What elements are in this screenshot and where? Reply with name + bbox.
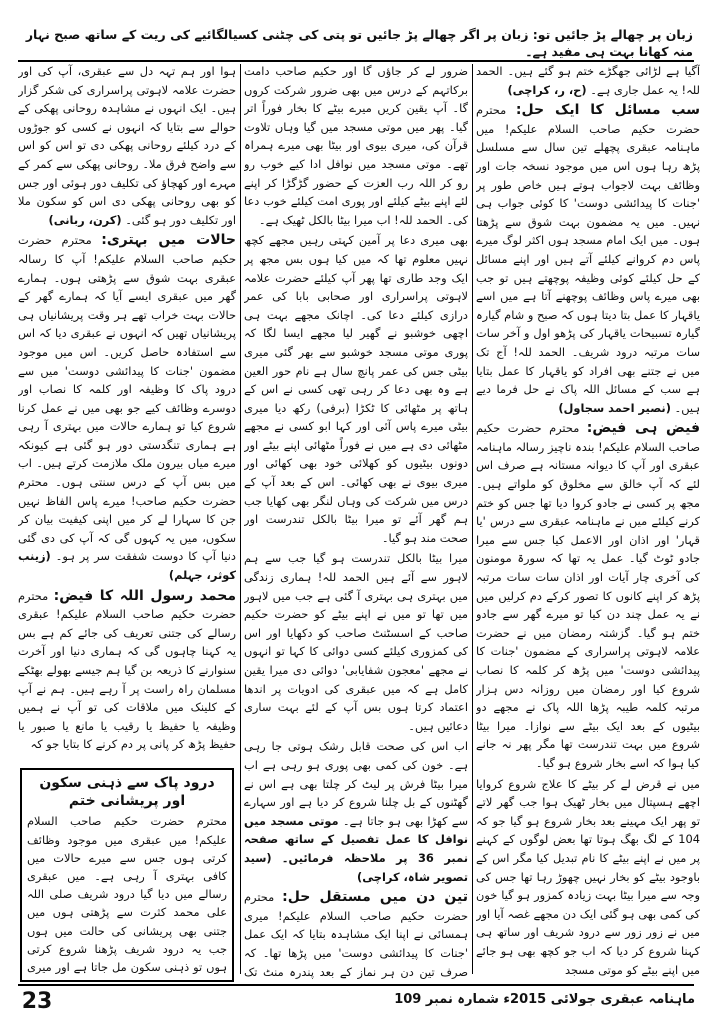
reference-note: موتی مسجد میں نوافل کا عمل تفصیل کے ساتھ صفحہ نمبر 36 پر ملاحظہ فرمائیں۔ [244, 813, 468, 865]
article-heading: فیض ہی فیض: [586, 420, 700, 437]
paragraph: میرا بیٹا بالکل تندرست ہو گیا جب سے ہم لاہور سے آئے ہیں الحمد للہ! ہماری زندگی میں بہتری ہی بہتری آ گئی ہے جب میں لاہور میں تھا تو میں نے اپنے بیٹے کو حضرت حکیم صاحب کے اسسٹنٹ صاحب کو دکھایا اور اس کی کمزوری کیلئے کسی دوائی کا کہا تو انہوں نے مجھے 'معجون شفایابی' دوائی دی میرا یقین کامل ہے کہ میں عبقری کی ادویات پر اندھا اعتماد کرتا ہوں بس آپ کے لئے بہت ساری دعائیں ہیں۔ [244, 551, 468, 733]
boxed-article [20, 768, 234, 982]
article-heading: محمد رسول اللہ کا فیض: [53, 587, 236, 604]
box-title: درود پاک سے ذہنی سکون اور پریشانی ختم [39, 775, 215, 810]
paragraph: آگیا ہے لڑائی جھگڑے ختم ہو گئے ہیں۔ الحمد للہ! یہ عمل جاری ہے۔ (ح، ر، کراچی) [476, 64, 700, 97]
article-heading: تین دن میں مستقل حل: [282, 889, 468, 906]
top-banner [18, 26, 693, 60]
paragraph: اب اس کی صحت قابل رشک ہوتی جا رہی ہے۔ خون کی کمی بھی پوری ہو رہی ہے اب میرا بیٹا فرش پر لیٹ کر چلتا بھی ہے اس نے گھٹنوں کے بل چلنا شروع کر دیا ہے اور سہارے سے کھڑا بھی ہو جاتا ہے۔ موتی مسجد میں نوافل کا عمل تفصیل کے ساتھ صفحہ نمبر 36 پر ملاحظہ فرمائیں۔ (سید تصویر شاہ، کراچی) [244, 739, 468, 884]
article-rasool-faiz: محمد رسول اللہ کا فیض: محترم حضرت حکیم صاحب السلام علیکم! عبقری رسالے کی جتنی تعریف کی جائے کم ہے بس یہ کہنا چاہوں گی کہ ہماری دنیا اور آخرت سنوارنے کا ذریعہ بن گیا ہم جیسے بھولے بھٹکے مسلمان راہ راست پر آ رہے ہیں۔ ہم نے آپ کے کلینک میں ملاقات کی تو آپ نے ہمیں وظیفہ یا حفیظ یا رقیب یا مانع یا صبور یا حفیظ پڑھ کر پانی پر دم کرنے کا بتایا جو کہ [18, 587, 236, 752]
paragraph: ضرور لے کر جاؤں گا اور حکیم صاحب دامت برکاتہم کے درس میں بھی ضرور شرکت کروں گا۔ آپ یقین کریں میرے بیٹے کا بخار فوراً اتر گیا۔ پھر میں موتی مسجد میں گیا وہاں تلاوت قرآن کی، میری بیوی اور بیٹا بھی میرے ہمراہ تھے۔ موتی مسجد میں نوافل ادا کیے خوب رو رو کر اللہ رب العزت کے حضور گڑگڑا کر اپنے لئے اپنے بیٹے کیلئے اور پوری امت کیلئے خوب دعا کی۔ الحمد للہ! اب میرا بیٹا بالکل ٹھیک ہے۔ [244, 64, 468, 227]
article-heading: سب مسائل کا ایک حل: [515, 102, 700, 119]
article-sab-masail: سب مسائل کا ایک حل: محترم حضرت حکیم صاحب السلام علیکم! میں ماہنامہ عبقری پچھلے تین سال سے مسلسل پڑھ رہا ہوں اس میں موجود نسخہ جات اور وظائف بہت لاجواب ہوتے ہیں خاص طور پر 'جنات کا پیدائشی دوست' کا کوئی جواب ہی نہیں۔ میں یہ مضمون بہت شوق سے پڑھتا ہوں۔ میں ایک امام مسجد ہوں اکثر لوگ میرے پاس دم کروانے کیلئے آتے ہیں اور اپنے مسائل کے حل کیلئے کوئی وظیفہ پوچھتے ہیں تو جب بھی میرے پاس وظائف پوچھنے آتا ہے میں اسے یاقہار کا عمل بتا دیتا ہوں کہ صبح و شام گیارہ گیارہ تسبیحات یاقہار کی پڑھو اول و آخر سات سات مرتبہ درود شریف۔ الحمد للہ! آج تک میں نے جتنے بھی افراد کو یاقہار کا عمل بتایا ہے سب کے مسائل اللہ پاک نے حل فرما دیے ہیں۔ (نصیر احمد سجاول) [476, 102, 700, 415]
page-number: 23 [21, 989, 53, 1014]
banner-text: زبان پر چھالے پڑ جائیں تو: زبان پر اگر چھالے پڑ جائیں تو پتی کی چٹنی کسیالگائیے کی ریت کے ساتھ صبح نہار منہ کھانا بہت ہی مفید ہے۔ [25, 27, 693, 59]
article-heading: حالات میں بہتری: [101, 232, 236, 249]
column-right [476, 62, 700, 980]
article-halaat: حالات میں بہتری: محترم حضرت حکیم صاحب السلام علیکم! آپ کا رسالہ عبقری بہت شوق سے پڑھتی ہوں۔ ہمارے گھر میں عبقری ایسے آیا کہ ہمارے گھر کے حالات بہت خراب تھے ہر وقت پریشانیاں ہی پریشانیاں تھیں کہ انہوں نے عبقری دیا کہ اس سے استفادہ حاصل کریں۔ اس میں موجود مضمون 'جنات کا پیدائشی دوست' میں سے درود پاک کا وظیفہ اور کلمہ کا نصاب اور دوسرے وظائف کیے جو بھی میں نے عمل کرنا شروع کیا تو ہمارے حالات میں بہتری آ رہی ہے ہماری تنگدستی دور ہو گئی ہے کیونکہ میرے میاں بیرون ملک ملازمت کرتے ہیں۔ اب میں بس آپ کے درس سنتی ہوں۔ محترم حضرت حکیم صاحب! میرے پاس الفاظ نہیں جن کا سہارا لے کر میں اپنی کیفیت بیان کر سکوں، میں یہ کہوں گی کہ آپ کی دی گئی دنیا آپ کا دوست شفقت سر پر ہو۔ (زینب کوثر، جہلم) [18, 232, 236, 583]
paragraph: بھی میری دعا پر آمین کہتی رہیں مجھے کچھ نہیں معلوم تھا کہ میں کیا ہوں بس مجھ پر ایک وجد طاری تھا پھر آپ کیلئے حضرت علامہ لاہوتی پراسراری اور صحابی بابا کی عمر درازی کیلئے دعا کی۔ اچانک مجھے بہت ہی اچھی خوشبو نے گھیر لیا مجھے ایسا لگا کہ پوری موتی مسجد خوشبو سے بھر گئی میری بیٹی جس کی عمر پانچ سال ہے نام حور العین ہے وہ بھی دعا کر رہی تھی کسی نے اس کے ہاتھ پر مٹھائی کا ٹکڑا (برفی) رکھ دیا میری بیٹی میرے پاس آئی اور کہا ابو کسی نے مجھے مٹھائی دی ہے میں نے فوراً مٹھائی اپنے بیٹے اور دونوں بیٹیوں کو کھلائی خود بھی کھائی اور میری بیوی نے بھی کھائی۔ اس کے بعد آپ کے درس میں شرکت کی وہاں لنگر بھی کھایا جب ہم گھر آئے تو میرا بیٹا بالکل تندرست اور صحت مند ہو گیا۔ [244, 233, 468, 545]
footer [0, 984, 711, 1024]
column-left [18, 62, 236, 762]
paragraph: میں نے قرض لے کر بیٹے کا علاج شروع کروایا اچھے ہسپتال میں بخار ٹھیک ہوا جب گھر لاتے تو پھر ایک مہینے بعد بخار شروع ہو گیا جو کہ 104 کے لگ بھگ ہوتا تھا بعض لوگوں کے کہنے پر میں نے اپنے بیٹے کا نام تبدیل کیا مگر اس کے باوجود بیٹے کو بخار نہیں چھوڑ رہا تھا جس کی وجہ سے میرا بیٹا بہت زیادہ کمزور ہو گیا خون کی کمی بھی ہو گئی ایک دن مجھے غصہ آیا اور میں نے زور زور سے درود شریف اور ساتھ ہی کہنا شروع کر دیا کہ اب جو کچھ بھی ہو جائے میں اپنے بیٹے کو موتی مسجد [476, 776, 700, 977]
column-divider-left [240, 64, 241, 974]
paragraph: ہوا اور ہم تہہ دل سے عبقری، آپ کی اور حضرت علامہ لاہوتی پراسراری کی شکر گزار ہیں۔ ایک انہوں نے مشاہدہ روحانی پھکی کے حوالے سے بتایا کہ انہوں نے کسی کو جوڑوں کے درد کیلئے روحانی پھکی دی تو اس کو اس سے واضح فرق ملا۔ روحانی پھکی سے کمر کے مہرے اور کھچاؤ کی تکلیف دور ہوئی اور جس کو بھی روحانی پھکی دی اس کو سکون ملا اور تکلیف دور ہو گئی۔ (کرن، ربانی) [18, 64, 236, 227]
magazine-issue: ماہنامہ عبقری جولائی 2015ء شمارہ نمبر 109 [394, 992, 695, 1007]
article-faiz: فیض ہی فیض: محترم حضرت حکیم صاحب السلام علیکم! بندہ ناچیز رسالہ ماہنامہ عبقری اور آپ کا دیوانہ مستانہ ہے صرف اس لئے کہ آپ خالق سے مخلوق کو ملواتے ہیں۔ مجھ پر کسی نے جادو کروا دیا تھا جس کو ختم کرنے کیلئے میں نے ماہنامہ عبقری سے درس 'یا قہار' اور اذان اور الاعمل کیا جس سے میرا جادو ٹوٹ گیا۔ عمل یہ تھا کہ سورۃ مومنون کی آخری چار آیات اور اذان سات سات مرتبہ پڑھ کر اپنے کانوں کا تصور کرکے دم کرلیں میں نے یہ عمل چند دن کیا تو میرے گھر سے جادو ختم ہو گیا۔ گزشتہ رمضان میں نے حضرت علامہ لاہوتی پراسراری کے مضمون 'جنات کا پیدائشی دوست' میں پڑھ کر کلمہ کا نصاب شروع کیا اور رمضان میں روزانہ دس ہزار مرتبہ کلمہ طیبہ پڑھا اللہ پاک نے مجھے دو بیٹیوں کے بعد ایک بیٹے سے نوازا۔ میرا بیٹا شروع میں بہت تندرست تھا مگر پھر نہ جانے کیا ہوا کہ اسے بخار شروع ہو گیا۔ [476, 420, 700, 770]
column-middle [244, 62, 468, 980]
column-divider-right [472, 64, 473, 974]
box-body: محترم حضرت حکیم صاحب السلام علیکم! میں عبقری میں موجود وظائف کرتی ہوں جس سے میرے حالات میں کافی بہتری آ رہی ہے۔ میں عبقری رسالے میں دیا گیا درود شریف صلی اللہ علی محمد کثرت سے پڑھتی ہوں میں جتنی بھی پریشانی کی حالت میں ہوں جب یہ درود شریف پڑھنا شروع کرتی ہوں تو ذہنی سکون مل جاتا ہے اور میری [27, 814, 227, 975]
article-teen-din: تین دن میں مستقل حل: محترم حضرت حکیم صاحب السلام علیکم! میری ہمسائی نے اپنا ایک مشاہدہ بتایا کہ ایک عمل 'جنات کا پیدائشی دوست' میں پڑھا تھا۔ کہ صرف تین دن ہر نماز کے بعد پندرہ منٹ تک [244, 889, 468, 979]
